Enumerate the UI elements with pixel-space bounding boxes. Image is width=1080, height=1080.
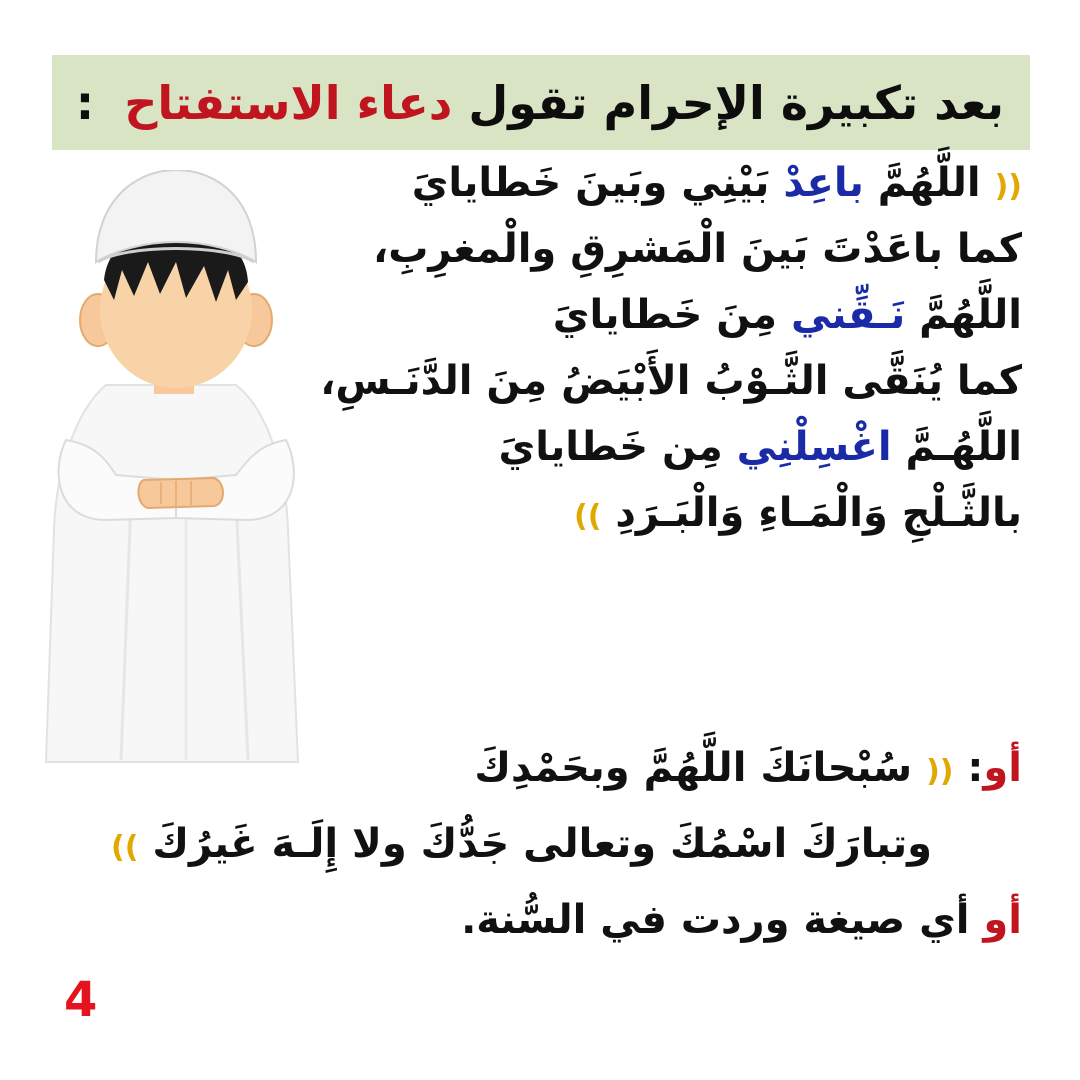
alt-line-2-text: وتبارَكَ اسْمُكَ وتعالى جَدُّكَ ولا إِلَـهَ غَيرُكَ — [152, 821, 932, 867]
page-title — [75, 75, 1004, 130]
alt-line-3 — [62, 882, 1022, 958]
dua-line-1-a: اللَّهُمَّ — [877, 160, 981, 206]
dua-line-5-a: اللَّهُـمَّ — [905, 424, 1022, 470]
dua-line-3 — [322, 282, 1022, 348]
dua-line-5-c: مِن خَطايايَ — [498, 424, 723, 470]
alt-open-quote: (( — [926, 754, 954, 789]
alt-line-1 — [62, 730, 1022, 806]
title-highlight: دعاء الاستفتاح — [124, 75, 453, 130]
dua-line-3-verb: نَـقِّني — [790, 292, 906, 338]
dua-line-5 — [322, 414, 1022, 480]
page-number: 4 — [64, 972, 98, 1028]
dua-line-1-verb: باعِدْ — [783, 160, 864, 206]
close-quote: )) — [574, 499, 602, 534]
hands — [138, 478, 223, 508]
dua-line-3-c: مِنَ خَطايايَ — [552, 292, 777, 338]
dua-line-6 — [322, 480, 1022, 546]
dua-line-5-verb: اغْسِلْنِي — [736, 424, 892, 470]
alt-line-1-text: سُبْحانَكَ اللَّهُمَّ وبحَمْدِكَ — [474, 745, 913, 791]
dua-line-6-text: بالثَّـلْجِ وَالْمَـاءِ وَالْبَـرَدِ — [615, 490, 1022, 536]
praying-boy-illustration — [36, 170, 316, 770]
robe — [46, 385, 298, 762]
title-colon: : — [75, 75, 95, 130]
dua-line-3-a: اللَّهُمَّ — [919, 292, 1022, 338]
alt-close-quote: )) — [110, 830, 139, 865]
dua-line-1-c: بَيْنِي وبَينَ خَطايايَ — [411, 160, 770, 206]
dua-block — [322, 150, 1022, 546]
open-quote: (( — [994, 169, 1022, 204]
alt-line-3-text: أي صيغة وردت في السُّنة. — [461, 897, 970, 943]
dua-line-1 — [322, 150, 1022, 216]
title-lead: بعد تكبيرة الإحرام تقول — [468, 75, 1004, 130]
or-label-1: أو — [983, 745, 1022, 791]
alt-line-2 — [62, 806, 1022, 882]
dua-line-4: كما يُنَقَّى الثَّـوْبُ الأَبْيَضُ مِنَ الدَّنَـسِ، — [320, 358, 1022, 404]
or-label-2: أو — [983, 897, 1022, 943]
title-banner — [52, 55, 1030, 150]
dua-line-2: كما باعَدْتَ بَينَ الْمَشرِقِ والْمغرِبِ، — [373, 226, 1022, 272]
alternatives-block — [62, 730, 1022, 958]
or-colon: : — [967, 745, 984, 791]
